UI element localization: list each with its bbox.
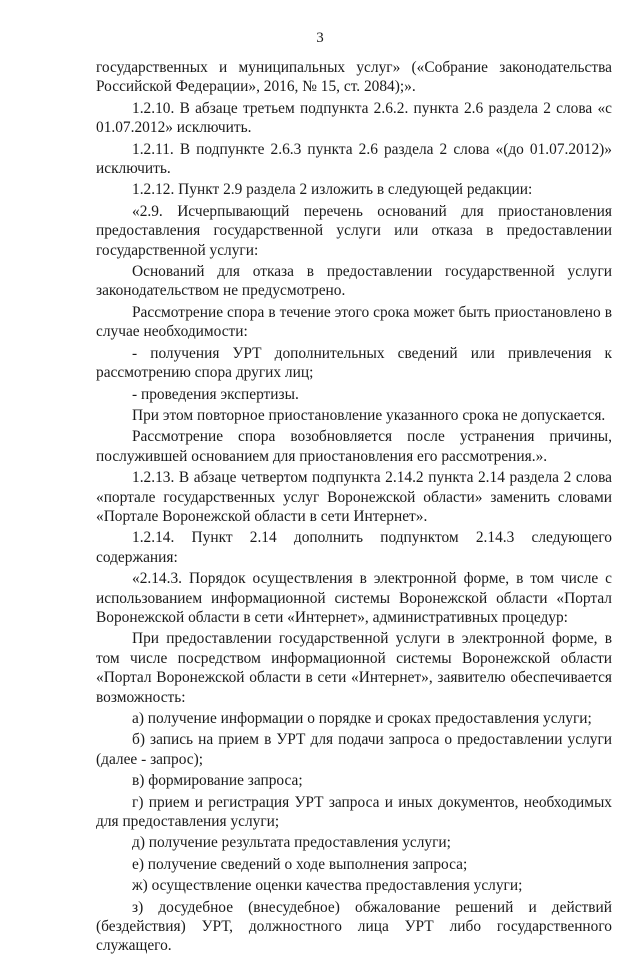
paragraph: Рассмотрение спора возобновляется после устранения причины, послужившей основанием для приостановления его рассмотрения.». [96,428,612,465]
paragraph: При этом повторное приостановление указанного срока не допускается. [132,406,606,424]
document-body [96,58,612,956]
paragraph: 1.2.13. В абзаце четвертом подпункта 2.14.2 пункта 2.14 раздела 2 слова «портале государственных услуг Воронежской области» заменить словами «Портале Воронежской области в сети Интернет». [96,469,612,525]
paragraph: государственных и муниципальных услуг» («Собрание законодательства Российской Федерации», 2016, № 15, ст. 2084);». [96,59,612,96]
page-number: 3 [316,30,324,46]
paragraph: При предоставлении государственной услуги в электронной форме, в том числе посредством информационной системы Воронежской области «Портал Воронежской области в сети «Интернет», заявителю обеспечивается возможность: [96,630,612,706]
paragraph: Оснований для отказа в предоставлении государственной услуги законодательством не предусмотрено. [96,263,612,300]
list-item: з) досудебное (внесудебное) обжалование решений и действий (бездействия) УРТ, должностного лица УРТ либо государственного служащего. [96,898,612,955]
list-item: д) получение результата предоставления услуги; [132,834,451,852]
paragraph: Рассмотрение спора в течение этого срока может быть приостановлено в случае необходимости: [96,303,612,341]
paragraph: «2.9. Исчерпывающий перечень оснований для приостановления предоставления государственной услуги или отказа в предоставлении государственной услуги: [96,202,612,259]
list-item: в) формирование запроса; [132,772,303,790]
paragraph: 1.2.10. В абзаце третьем подпункта 2.6.2. пункта 2.6 раздела 2 слова «с 01.07.2012» исключить. [96,99,612,137]
list-item: - получения УРТ дополнительных сведений или привлечения к рассмотрению спора других лиц; [96,344,612,382]
list-item: - проведения экспертизы. [132,385,299,403]
paragraph: 1.2.14. Пункт 2.14 дополнить подпунктом 2.14.3 следующего содержания: [96,529,612,566]
list-item: б) запись на прием в УРТ для подачи запроса о предоставлении услуги (далее - запрос); [96,731,612,768]
paragraph: 1.2.11. В подпункте 2.6.3 пункта 2.6 раздела 2 слова «(до 01.07.2012)» исключить. [96,140,612,178]
list-item: а) получение информации о порядке и сроках предоставления услуги; [132,710,592,727]
list-item: г) прием и регистрация УРТ запроса и иных документов, необходимых для предоставления услуги; [96,793,612,831]
paragraph: «2.14.3. Порядок осуществления в электронной форме, в том числе с использованием информационной системы Воронежской области «Портал Воронежской области в сети «Интернет», административных процедур: [96,570,612,626]
paragraph: 1.2.12. Пункт 2.9 раздела 2 изложить в следующей редакции: [132,181,533,199]
list-item: ж) осуществление оценки качества предоставления услуги; [132,877,523,895]
list-item: е) получение сведений о ходе выполнения запроса; [132,855,468,873]
